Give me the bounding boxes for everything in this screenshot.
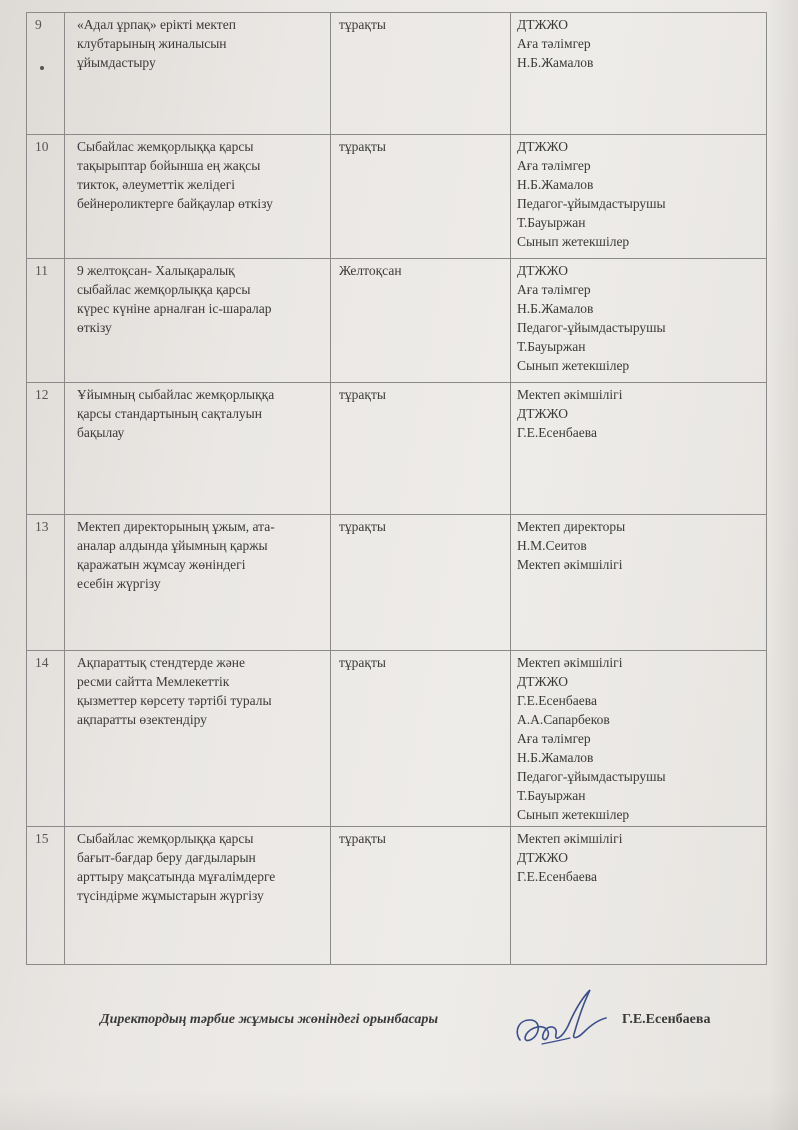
- description-line: түсіндірме жұмыстарын жүргізу: [77, 888, 264, 903]
- event-description: [65, 651, 331, 827]
- event-term: тұрақты: [331, 651, 511, 827]
- responsible-line: Т.Бауыржан: [517, 215, 586, 230]
- responsible-persons: [511, 13, 767, 135]
- events-table-body: [27, 13, 767, 965]
- responsible-line: Н.Б.Жамалов: [517, 55, 594, 70]
- row-number: 13: [27, 515, 65, 651]
- description-line: Мектеп директорының ұжым, ата-: [77, 519, 275, 534]
- responsible-persons: [511, 515, 767, 651]
- description-line: аналар алдында ұйымның қаржы: [77, 538, 268, 553]
- responsible-line: Аға тәлімгер: [517, 158, 591, 173]
- description-line: сыбайлас жемқорлыққа қарсы: [77, 282, 251, 297]
- responsible-line: Сынып жетекшілер: [517, 358, 630, 373]
- event-description: [65, 135, 331, 259]
- responsible-line: ДТЖЖО: [517, 17, 569, 32]
- description-line: қызметтер көрсету тәртібі туралы: [77, 693, 272, 708]
- description-line: Ұйымның сыбайлас жемқорлыққа: [77, 387, 275, 402]
- responsible-line: Н.Б.Жамалов: [517, 750, 594, 765]
- description-line: Ақпараттық стендтерде және: [77, 655, 245, 670]
- responsible-line: Мектеп әкімшілігі: [517, 557, 623, 572]
- description-line: «Адал ұрпақ» ерікті мектеп: [77, 17, 236, 32]
- description-line: Сыбайлас жемқорлыққа қарсы: [77, 139, 254, 154]
- page-shadow-bottom: [0, 1090, 798, 1130]
- event-description: [65, 259, 331, 383]
- row-number: 14: [27, 651, 65, 827]
- description-line: есебін жүргізу: [77, 576, 161, 591]
- event-description: [65, 13, 331, 135]
- description-line: тикток, әлеуметтік желідегі: [77, 177, 236, 192]
- row-number: 10: [27, 135, 65, 259]
- description-line: тақырыптар бойынша ең жақсы: [77, 158, 261, 173]
- responsible-persons: [511, 383, 767, 515]
- handwritten-signature: [512, 980, 612, 1060]
- page-shadow-right: [768, 0, 798, 1130]
- responsible-line: Н.Б.Жамалов: [517, 301, 594, 316]
- row-number: 15: [27, 827, 65, 965]
- event-term: тұрақты: [331, 135, 511, 259]
- signer-position: Директордың тәрбие жұмысы жөніндегі орынбасары: [100, 1012, 439, 1027]
- responsible-persons: [511, 827, 767, 965]
- description-line: күрес күніне арналған іс-шаралар: [77, 301, 272, 316]
- event-term: Желтоқсан: [331, 259, 511, 383]
- table-row: [27, 515, 767, 651]
- table-row: [27, 259, 767, 383]
- responsible-line: ДТЖЖО: [517, 263, 569, 278]
- event-description: [65, 383, 331, 515]
- responsible-line: Г.Е.Есенбаева: [517, 425, 597, 440]
- description-line: бейнероликтерге байқаулар өткізу: [77, 196, 273, 211]
- description-line: ұйымдастыру: [77, 55, 156, 70]
- responsible-line: Аға тәлімгер: [517, 36, 591, 51]
- responsible-line: Г.Е.Есенбаева: [517, 693, 597, 708]
- responsible-line: Аға тәлімгер: [517, 282, 591, 297]
- responsible-line: Н.М.Сеитов: [517, 538, 587, 553]
- responsible-line: Сынып жетекшілер: [517, 807, 630, 822]
- row-number: 9: [27, 13, 65, 135]
- description-line: ақпаратты өзектендіру: [77, 712, 207, 727]
- responsible-line: Н.Б.Жамалов: [517, 177, 594, 192]
- responsible-line: ДТЖЖО: [517, 406, 569, 421]
- responsible-line: Т.Бауыржан: [517, 788, 586, 803]
- responsible-line: Мектеп әкімшілігі: [517, 655, 623, 670]
- description-line: қарсы стандартының сақталуын: [77, 406, 262, 421]
- responsible-line: Г.Е.Есенбаева: [517, 869, 597, 884]
- responsible-line: Т.Бауыржан: [517, 339, 586, 354]
- description-line: бақылау: [77, 425, 125, 440]
- description-line: 9 желтоқсан- Халықаралық: [77, 263, 235, 278]
- events-table: [26, 12, 767, 965]
- description-line: клубтарының жиналысын: [77, 36, 227, 51]
- table-row: [27, 13, 767, 135]
- table-row: [27, 383, 767, 515]
- responsible-line: Педагог-ұйымдастырушы: [517, 769, 666, 784]
- responsible-line: Мектеп әкімшілігі: [517, 831, 623, 846]
- event-term: тұрақты: [331, 13, 511, 135]
- table-row: [27, 827, 767, 965]
- responsible-persons: [511, 259, 767, 383]
- responsible-persons: [511, 135, 767, 259]
- event-description: [65, 827, 331, 965]
- row-number: 11: [27, 259, 65, 383]
- event-description: [65, 515, 331, 651]
- table-row: [27, 135, 767, 259]
- responsible-line: А.А.Сапарбеков: [517, 712, 610, 727]
- description-line: Сыбайлас жемқорлыққа қарсы: [77, 831, 254, 846]
- row-number: 12: [27, 383, 65, 515]
- description-line: ресми сайтта Мемлекеттік: [77, 674, 230, 689]
- responsible-line: Мектеп әкімшілігі: [517, 387, 623, 402]
- responsible-line: Мектеп директоры: [517, 519, 626, 534]
- responsible-line: Педагог-ұйымдастырушы: [517, 196, 666, 211]
- event-term: тұрақты: [331, 383, 511, 515]
- description-line: арттыру мақсатында мұғалімдерге: [77, 869, 276, 884]
- responsible-line: ДТЖЖО: [517, 850, 569, 865]
- responsible-persons: [511, 651, 767, 827]
- responsible-line: Педагог-ұйымдастырушы: [517, 320, 666, 335]
- event-term: тұрақты: [331, 827, 511, 965]
- description-line: өткізу: [77, 320, 112, 335]
- description-line: бағыт-бағдар беру дағдыларын: [77, 850, 256, 865]
- event-term: тұрақты: [331, 515, 511, 651]
- responsible-line: ДТЖЖО: [517, 139, 569, 154]
- responsible-line: ДТЖЖО: [517, 674, 569, 689]
- description-line: қаражатын жұмсау жөніндегі: [77, 557, 246, 572]
- table-row: [27, 651, 767, 827]
- responsible-line: Сынып жетекшілер: [517, 234, 630, 249]
- signer-name: Г.Е.Есенбаева: [622, 1012, 711, 1027]
- signature-block: [0, 1008, 798, 1048]
- responsible-line: Аға тәлімгер: [517, 731, 591, 746]
